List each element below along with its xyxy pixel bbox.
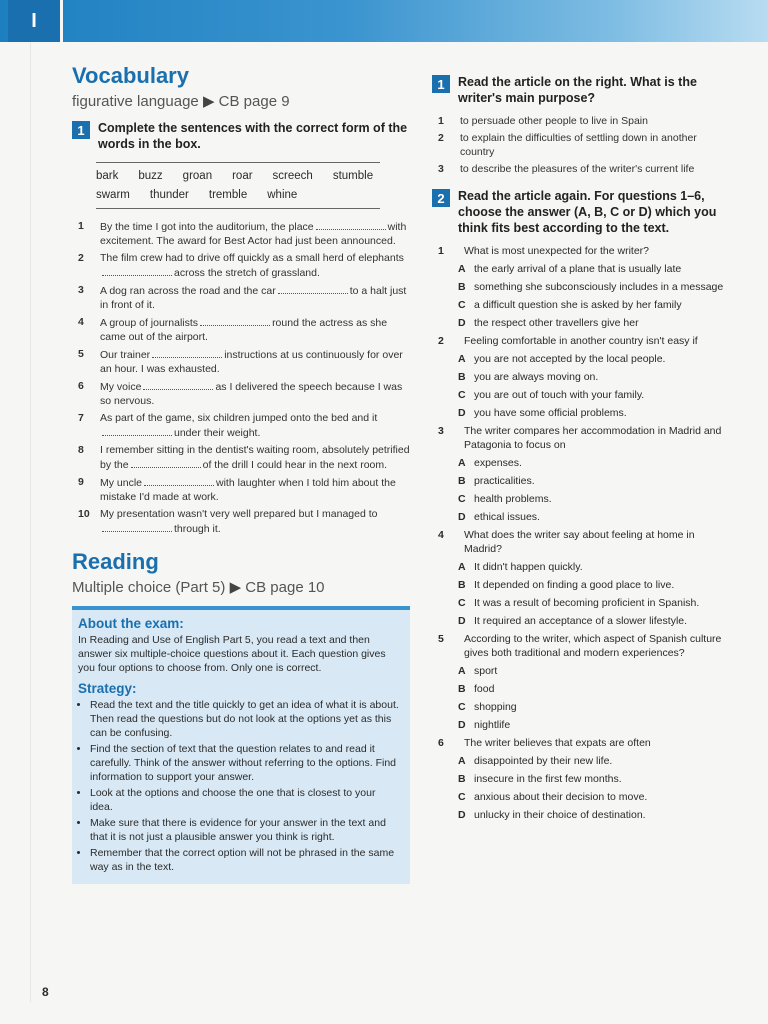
item-text-before: A dog ran across the road and the car <box>100 285 276 297</box>
option-text: It depended on finding a good place to live. <box>474 579 675 591</box>
answer-option <box>458 262 732 276</box>
item-number: 7 <box>78 412 84 424</box>
word-box-word: roar <box>232 170 253 182</box>
option-text: It required an acceptance of a slower lifestyle. <box>474 615 688 627</box>
item-text-before: By the time I got into the auditorium, the place <box>100 221 314 233</box>
item-text-after: as I delivered the speech because I was so nervous. <box>100 381 403 407</box>
item-text-after: instructions at us continuously for over an hour. I was exhausted. <box>100 349 403 375</box>
item-text <box>100 251 410 280</box>
word-box-word: bark <box>96 170 119 182</box>
option-text: you have some official problems. <box>474 407 627 419</box>
option-text: shopping <box>474 701 517 713</box>
item-text <box>100 379 410 408</box>
answer-option <box>458 682 732 696</box>
word-box-word: buzz <box>138 170 163 182</box>
list-item <box>432 162 732 176</box>
option-letter: A <box>458 755 466 767</box>
item-text <box>100 475 410 504</box>
question-number: 4 <box>438 529 444 541</box>
item-text-before: The film crew had to drive off quickly as a small herd of elephants <box>100 252 404 264</box>
item-text-before: I remember sitting in the dentist's waiting room, absolutely petrified by the <box>100 444 410 471</box>
item-text <box>100 507 410 536</box>
list-item <box>432 131 732 159</box>
list-item <box>72 347 410 376</box>
task-instruction: Read the article again. For questions 1–6, choose the answer (A, B, C or D) which you think fits best according to the text. <box>458 189 717 235</box>
task1-items <box>432 114 732 176</box>
unit-tab: I <box>8 0 63 42</box>
option-text: something she subconsciously includes in a message <box>474 281 724 293</box>
list-item <box>72 443 410 472</box>
option-letter: B <box>458 683 466 695</box>
option-letter: A <box>458 353 466 365</box>
option-letter: B <box>458 579 466 591</box>
answer-option <box>458 298 732 312</box>
question-number: 5 <box>438 633 444 645</box>
option-letter: B <box>458 371 466 383</box>
question <box>432 424 732 452</box>
task-instruction: Read the article on the right. What is the writer's main purpose? <box>458 75 697 105</box>
list-item <box>432 114 732 128</box>
reading-ref: CB page 10 <box>245 579 325 596</box>
item-text-before: My voice <box>100 381 142 393</box>
task2-questions <box>432 244 732 822</box>
answer-option <box>458 718 732 732</box>
answer-blank <box>152 347 222 358</box>
answer-option <box>458 370 732 384</box>
task-number: 1 <box>72 121 90 139</box>
option-text: sport <box>474 665 498 677</box>
list-item <box>72 219 410 248</box>
task2 <box>432 188 732 236</box>
about-exam-title: About the exam: <box>78 616 184 631</box>
option-letter: C <box>458 597 466 609</box>
item-text-after: with laughter when I told him about the mistake I'd made at work. <box>100 477 396 503</box>
answer-option <box>458 700 732 714</box>
item-text: to explain the difficulties of settling down in another country <box>460 132 697 158</box>
task-number: 2 <box>432 189 450 207</box>
question <box>432 334 732 348</box>
margin-line <box>30 42 31 1002</box>
answer-option <box>458 474 732 488</box>
item-number: 3 <box>438 163 444 175</box>
option-text: a difficult question she is asked by her family <box>474 299 682 311</box>
option-letter: C <box>458 389 466 401</box>
option-text: you are always moving on. <box>474 371 599 383</box>
list-item <box>72 507 410 536</box>
question-number: 6 <box>438 737 444 749</box>
item-text-after: under their weight. <box>174 427 261 439</box>
strategy-list <box>78 698 400 874</box>
item-text-before: Our trainer <box>100 349 151 361</box>
item-text <box>100 443 410 472</box>
item-number: 6 <box>78 380 84 392</box>
strategy-item: • Find the section of text that the question relates to and read it carefully. Think of the answer without referring to the options. Find information to support your answer. <box>90 742 400 784</box>
question-number: 3 <box>438 425 444 437</box>
item-number: 1 <box>78 220 84 232</box>
item-number: 2 <box>78 252 84 264</box>
option-text: ethical issues. <box>474 511 540 523</box>
item-text <box>100 347 410 376</box>
option-letter: C <box>458 701 466 713</box>
option-letter: C <box>458 493 466 505</box>
item-text <box>100 315 410 344</box>
answer-option <box>458 790 732 804</box>
option-letter: D <box>458 407 466 419</box>
item-number: 4 <box>78 316 84 328</box>
word-box-word: thunder <box>149 189 189 201</box>
answer-blank <box>102 265 172 276</box>
option-letter: C <box>458 791 466 803</box>
option-letter: B <box>458 281 466 293</box>
strategy-title: Strategy: <box>78 681 137 696</box>
reading-title: Reading <box>72 549 159 574</box>
item-text: to persuade other people to live in Spain <box>460 115 648 127</box>
answer-blank <box>131 457 201 468</box>
item-text <box>100 283 410 312</box>
option-letter: B <box>458 475 466 487</box>
list-item <box>72 283 410 312</box>
word-box <box>96 162 380 209</box>
reading-subtitle-text: Multiple choice (Part 5) <box>72 579 226 596</box>
item-number: 8 <box>78 444 84 456</box>
option-text: It was a result of becoming proficient in Spanish. <box>474 597 700 609</box>
answer-option <box>458 808 732 822</box>
item-number: 5 <box>78 348 84 360</box>
answer-option <box>458 388 732 402</box>
question-text: According to the writer, which aspect of Spanish culture gives both traditional and modern experiences? <box>464 633 722 659</box>
answer-option <box>458 456 732 470</box>
option-letter: D <box>458 809 466 821</box>
item-text-before: My uncle <box>100 477 143 489</box>
answer-blank <box>316 219 386 230</box>
answer-option <box>458 492 732 506</box>
option-letter: D <box>458 615 466 627</box>
vocabulary-task <box>72 120 410 152</box>
option-letter: B <box>458 773 466 785</box>
item-number: 2 <box>438 132 444 144</box>
answer-option <box>458 754 732 768</box>
question-number: 1 <box>438 245 444 257</box>
answer-blank <box>143 379 213 390</box>
word-box-word: swarm <box>96 189 130 201</box>
word-box-word: groan <box>182 170 213 182</box>
list-item <box>72 475 410 504</box>
answer-blank <box>102 521 172 532</box>
answer-option <box>458 280 732 294</box>
strategy-item: • Look at the options and choose the one that is closest to your idea. <box>90 786 400 814</box>
option-letter: A <box>458 457 466 469</box>
option-text: health problems. <box>474 493 552 505</box>
option-text: anxious about their decision to move. <box>474 791 648 803</box>
answer-option <box>458 560 732 574</box>
vocabulary-subtitle <box>72 92 410 110</box>
item-text <box>100 411 410 440</box>
option-text: you are out of touch with your family. <box>474 389 645 401</box>
vocabulary-subtitle-text: figurative language <box>72 93 199 110</box>
option-letter: A <box>458 263 466 275</box>
option-text: you are not accepted by the local people. <box>474 353 666 365</box>
play-arrow-icon: ▶ <box>202 93 215 110</box>
vocabulary-title: Vocabulary <box>72 63 189 88</box>
left-column <box>72 62 410 884</box>
item-number: 9 <box>78 476 84 488</box>
question-text: What is most unexpected for the writer? <box>464 245 649 257</box>
item-text <box>100 219 410 248</box>
question-text: The writer compares her accommodation in Madrid and Patagonia to focus on <box>464 425 722 451</box>
about-exam-box <box>72 606 410 884</box>
list-item <box>72 315 410 344</box>
about-exam-text: In Reading and Use of English Part 5, you read a text and then answer six multiple-choice questions about it. Each question gives you four options to choose from. Only one is correct. <box>78 634 386 674</box>
answer-blank <box>278 283 348 294</box>
list-item <box>72 379 410 408</box>
right-column <box>432 70 732 826</box>
question <box>432 528 732 556</box>
vocabulary-ref: CB page 9 <box>218 93 290 110</box>
word-box-word: whine <box>267 189 298 201</box>
header-bar <box>0 0 768 42</box>
question <box>432 632 732 660</box>
option-letter: C <box>458 299 466 311</box>
item-text: to describe the pleasures of the writer's current life <box>460 163 695 175</box>
option-text: It didn't happen quickly. <box>474 561 583 573</box>
option-text: disappointed by their new life. <box>474 755 613 767</box>
word-box-word: screech <box>272 170 313 182</box>
item-text-after: of the drill I could hear in the next room. <box>202 459 388 471</box>
reading-subtitle <box>72 578 410 596</box>
item-number: 1 <box>438 115 444 127</box>
answer-option <box>458 596 732 610</box>
item-number: 3 <box>78 284 84 296</box>
item-number: 10 <box>78 508 90 520</box>
option-text: unlucky in their choice of destination. <box>474 809 646 821</box>
option-letter: D <box>458 317 466 329</box>
answer-option <box>458 578 732 592</box>
answer-option <box>458 772 732 786</box>
task-number: 1 <box>432 75 450 93</box>
question-text: Feeling comfortable in another country isn't easy if <box>464 335 698 347</box>
strategy-item: • Make sure that there is evidence for your answer in the text and that it is not just a plausible answer you think is right. <box>90 816 400 844</box>
item-text-after: through it. <box>174 523 221 535</box>
task-instruction: Complete the sentences with the correct form of the words in the box. <box>98 121 408 151</box>
option-letter: D <box>458 719 466 731</box>
question <box>432 244 732 258</box>
option-text: expenses. <box>474 457 522 469</box>
answer-option <box>458 406 732 420</box>
answer-blank <box>102 425 172 436</box>
list-item <box>72 251 410 280</box>
option-letter: A <box>458 665 466 677</box>
item-text-before: My presentation wasn't very well prepared but I managed to <box>100 508 378 520</box>
option-letter: A <box>458 561 466 573</box>
word-box-word: tremble <box>208 189 248 201</box>
item-text-after: round the actress as she came out of the airport. <box>100 317 388 343</box>
item-text-after: to a halt just in front of it. <box>100 285 407 311</box>
answer-blank <box>144 475 214 486</box>
option-text: practicalities. <box>474 475 535 487</box>
play-arrow-icon: ▶ <box>229 579 242 596</box>
option-text: the respect other travellers give her <box>474 317 639 329</box>
word-box-word: stumble <box>332 170 374 182</box>
answer-option <box>458 352 732 366</box>
option-text: the early arrival of a plane that is usually late <box>474 263 682 275</box>
option-text: food <box>474 683 495 695</box>
option-letter: D <box>458 511 466 523</box>
item-text-after: across the stretch of grassland. <box>174 267 320 279</box>
answer-option <box>458 614 732 628</box>
option-text: insecure in the first few months. <box>474 773 622 785</box>
answer-option <box>458 316 732 330</box>
question-text: What does the writer say about feeling at home in Madrid? <box>464 529 695 555</box>
item-text-before: A group of journalists <box>100 317 199 329</box>
answer-option <box>458 664 732 678</box>
question-number: 2 <box>438 335 444 347</box>
task1 <box>432 74 732 106</box>
item-text-before: As part of the game, six children jumped onto the bed and it <box>100 412 378 424</box>
answer-blank <box>200 315 270 326</box>
page-number: 8 <box>42 985 49 999</box>
strategy-item: • Read the text and the title quickly to get an idea of what it is about. Then read the questions but do not look at the options yet as this can be confusing. <box>90 698 400 740</box>
strategy-item: • Remember that the correct option will not be phrased in the same way as in the text. <box>90 846 400 874</box>
list-item <box>72 411 410 440</box>
question <box>432 736 732 750</box>
answer-option <box>458 510 732 524</box>
option-text: nightlife <box>474 719 511 731</box>
item-text-after: with excitement. The award for Best Actor had just been announced. <box>100 221 407 247</box>
vocabulary-items <box>72 219 410 536</box>
question-text: The writer believes that expats are often <box>464 737 651 749</box>
